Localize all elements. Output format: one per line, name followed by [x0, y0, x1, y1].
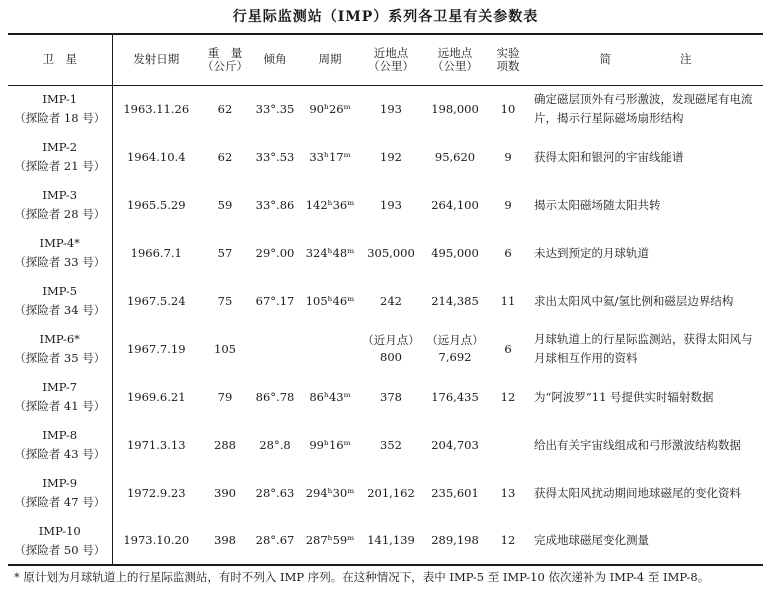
cell-note: 未达到预定的月球轨道 — [534, 245, 649, 260]
cell-satellite — [8, 373, 112, 421]
cell-launch-date: 1972.9.23 — [126, 485, 186, 500]
satellite-name: IMP-4* — [39, 236, 80, 250]
cell-launch-date: 1965.5.29 — [126, 197, 186, 212]
cell-launch-date: 1973.10.20 — [123, 533, 190, 547]
cell-perigee: 193 — [380, 101, 402, 116]
cell-launch-date: 1967.7.19 — [126, 341, 186, 356]
cell-apogee: 176,435 — [431, 389, 479, 404]
table-row — [8, 421, 763, 469]
table-row — [8, 373, 763, 421]
satellite-name: IMP-1 — [42, 92, 78, 107]
cell-mass: 62 — [217, 149, 233, 164]
cell-satellite — [8, 469, 112, 517]
cell-inclination: 33°.35 — [255, 101, 295, 116]
cell-apolune — [422, 325, 488, 373]
perilune-label: （近月点） — [362, 333, 420, 347]
apolune-label: （远月点） — [426, 333, 484, 347]
satellite-alias: （探险者 43 号） — [14, 447, 106, 461]
header-experiments — [488, 34, 528, 85]
cell-satellite — [8, 517, 112, 565]
header-experiments-line1: 实验 — [496, 45, 520, 60]
header-period: 周期 — [318, 52, 342, 67]
cell-experiments: 9 — [504, 149, 512, 164]
cell-note: 为“阿波罗”11 号提供实时辐射数据 — [534, 389, 714, 404]
cell-mass: 62 — [217, 101, 233, 116]
cell-note: 获得太阳风扰动期间地球磁尾的变化资料 — [534, 485, 741, 500]
cell-launch-date: 1969.6.21 — [126, 389, 186, 404]
satellite-alias: （探险者 47 号） — [14, 495, 106, 509]
satellite-name: IMP-7 — [42, 380, 78, 394]
cell-experiments: 13 — [500, 485, 516, 500]
satellite-name: IMP-8 — [42, 428, 78, 442]
satellite-alias: （探险者 34 号） — [14, 303, 106, 317]
cell-inclination: 67°.17 — [255, 293, 295, 308]
satellite-alias: （探险者 41 号） — [14, 399, 106, 413]
table-row — [8, 517, 763, 565]
cell-inclination: 28°.67 — [255, 533, 295, 547]
table-header — [8, 34, 763, 85]
cell-period: 86ʰ43ᵐ — [309, 389, 351, 404]
cell-note: 揭示太阳磁场随太阳共转 — [534, 197, 661, 212]
header-launch-date: 发射日期 — [133, 52, 180, 67]
cell-inclination: 33°.86 — [255, 197, 295, 212]
cell-mass: 79 — [217, 389, 233, 404]
satellite-name: IMP-3 — [42, 188, 78, 202]
cell-note: 给出有关宇宙线组成和弓形激波结构数据 — [534, 437, 741, 452]
satellite-name: IMP-5 — [42, 284, 78, 298]
table-row — [8, 325, 763, 373]
cell-apogee: 495,000 — [431, 245, 479, 260]
cell-period: 33ʰ17ᵐ — [309, 149, 351, 164]
satellite-alias: （探险者 50 号） — [14, 542, 106, 557]
table-row — [8, 277, 763, 325]
cell-period — [300, 325, 360, 373]
cell-perigee: 305,000 — [367, 245, 415, 260]
cell-note: 月球轨道上的行星际监测站，获得太阳风与月球相互作用的资料 — [534, 332, 753, 365]
cell-experiments: 6 — [504, 245, 512, 260]
cell-mass: 75 — [217, 293, 233, 308]
header-mass-line1: 重 量 — [207, 45, 243, 60]
footnote: * 原计划为月球轨道上的行星际监测站，有时不列入 IMP 序列。在这种情况下，表中 IMP-5 至 IMP-10 依次递补为 IMP-4 至 IMP-8。 — [14, 570, 710, 584]
satellite-alias: （探险者 35 号） — [14, 351, 106, 365]
cell-perigee: 141,139 — [367, 533, 415, 547]
table-title: 行星际监测站（IMP）系列各卫星有关参数表 — [232, 9, 539, 25]
satellite-alias: （探险者 28 号） — [14, 207, 106, 221]
cell-period: 142ʰ36ᵐ — [305, 197, 355, 212]
satellite-name: IMP-9 — [42, 476, 78, 490]
cell-satellite — [8, 325, 112, 373]
cell-note: 获得太阳和银河的宇宙线能谱 — [534, 149, 684, 164]
cell-mass: 390 — [214, 485, 236, 500]
cell-launch-date: 1963.11.26 — [123, 101, 190, 116]
table-row — [8, 469, 763, 517]
cell-inclination: 28°.63 — [255, 485, 295, 500]
cell-satellite — [8, 277, 112, 325]
cell-inclination: 86°.78 — [255, 389, 295, 404]
cell-period: 324ʰ48ᵐ — [305, 245, 355, 260]
table-row — [8, 85, 763, 133]
header-apogee-line1: 远地点 — [437, 45, 473, 60]
cell-experiments: 6 — [504, 341, 512, 356]
cell-perigee: 378 — [380, 389, 402, 404]
header-mass — [200, 34, 250, 85]
cell-note: 完成地球磁尾变化测量 — [534, 533, 649, 547]
header-apogee — [422, 34, 488, 85]
table-row — [8, 181, 763, 229]
cell-apogee: 235,601 — [431, 485, 479, 500]
cell-satellite — [8, 229, 112, 277]
cell-inclination: 29°.00 — [255, 245, 295, 260]
cell-satellite — [8, 421, 112, 469]
header-experiments-line2: 项数 — [496, 58, 520, 73]
table-row — [8, 133, 763, 181]
header-perigee — [360, 34, 422, 85]
cell-apogee: 214,385 — [431, 293, 479, 308]
cell-period: 287ʰ59ᵐ — [305, 533, 355, 547]
cell-period: 99ʰ16ᵐ — [309, 437, 351, 452]
cell-satellite — [8, 133, 112, 181]
cell-mass: 288 — [214, 437, 236, 452]
header-mass-line2: （公斤） — [202, 58, 248, 73]
cell-apogee: 289,198 — [431, 533, 479, 547]
cell-mass: 57 — [217, 245, 233, 260]
cell-perigee: 242 — [380, 293, 402, 308]
header-inclination: 倾角 — [263, 52, 287, 67]
cell-mass: 105 — [214, 341, 236, 356]
header-perigee-line2: （公里） — [368, 58, 414, 73]
cell-apogee: 264,100 — [431, 197, 479, 212]
header-satellite: 卫 星 — [8, 34, 112, 85]
cell-perilune — [360, 325, 422, 373]
cell-experiments: 9 — [504, 197, 512, 212]
cell-experiments: 11 — [500, 293, 516, 308]
cell-note: 确定磁层顶外有弓形激波，发现磁尾有电流片，揭示行星际磁场扇形结构 — [534, 92, 753, 126]
cell-launch-date: 1971.3.13 — [126, 437, 186, 452]
cell-mass: 398 — [214, 533, 236, 547]
cell-note: 求出太阳风中氦/氢比例和磁层边界结构 — [534, 293, 734, 308]
cell-perigee: 201,162 — [367, 485, 415, 500]
header-notes: 简 注 — [599, 52, 692, 67]
satellite-name: IMP-10 — [38, 523, 81, 538]
cell-inclination: 33°.53 — [255, 149, 295, 164]
cell-satellite — [8, 181, 112, 229]
cell-experiments: 12 — [500, 389, 516, 404]
table-row — [8, 229, 763, 277]
header-apogee-line2: （公里） — [432, 58, 478, 73]
cell-period: 90ʰ26ᵐ — [309, 101, 351, 116]
cell-mass: 59 — [217, 197, 233, 212]
cell-inclination — [250, 325, 300, 373]
cell-launch-date: 1967.5.24 — [126, 293, 186, 308]
cell-experiments: 12 — [500, 533, 516, 547]
satellite-alias: （探险者 18 号） — [14, 111, 106, 126]
satellite-name: IMP-2 — [42, 140, 78, 154]
cell-period: 105ʰ46ᵐ — [305, 293, 355, 308]
cell-perigee: 192 — [380, 149, 402, 164]
cell-perigee: 352 — [380, 437, 402, 452]
satellite-parameters-table — [8, 33, 763, 566]
satellite-name: IMP-6* — [39, 332, 80, 346]
cell-inclination: 28°.8 — [259, 437, 291, 452]
apolune-value: 7,692 — [438, 350, 472, 364]
cell-satellite — [8, 85, 112, 133]
cell-apogee: 198,000 — [431, 101, 479, 116]
cell-apogee: 95,620 — [434, 149, 476, 164]
cell-experiments: 10 — [500, 101, 516, 116]
perilune-value: 800 — [380, 350, 402, 364]
satellite-alias: （探险者 21 号） — [14, 159, 106, 173]
satellite-alias: （探险者 33 号） — [14, 255, 106, 269]
cell-launch-date: 1964.10.4 — [126, 149, 186, 164]
cell-period: 294ʰ30ᵐ — [305, 485, 355, 500]
cell-apogee: 204,703 — [431, 437, 479, 452]
cell-experiments — [488, 421, 528, 469]
cell-perigee: 193 — [380, 197, 402, 212]
cell-launch-date: 1966.7.1 — [130, 245, 182, 260]
table-body — [8, 85, 763, 565]
header-perigee-line1: 近地点 — [373, 45, 409, 60]
